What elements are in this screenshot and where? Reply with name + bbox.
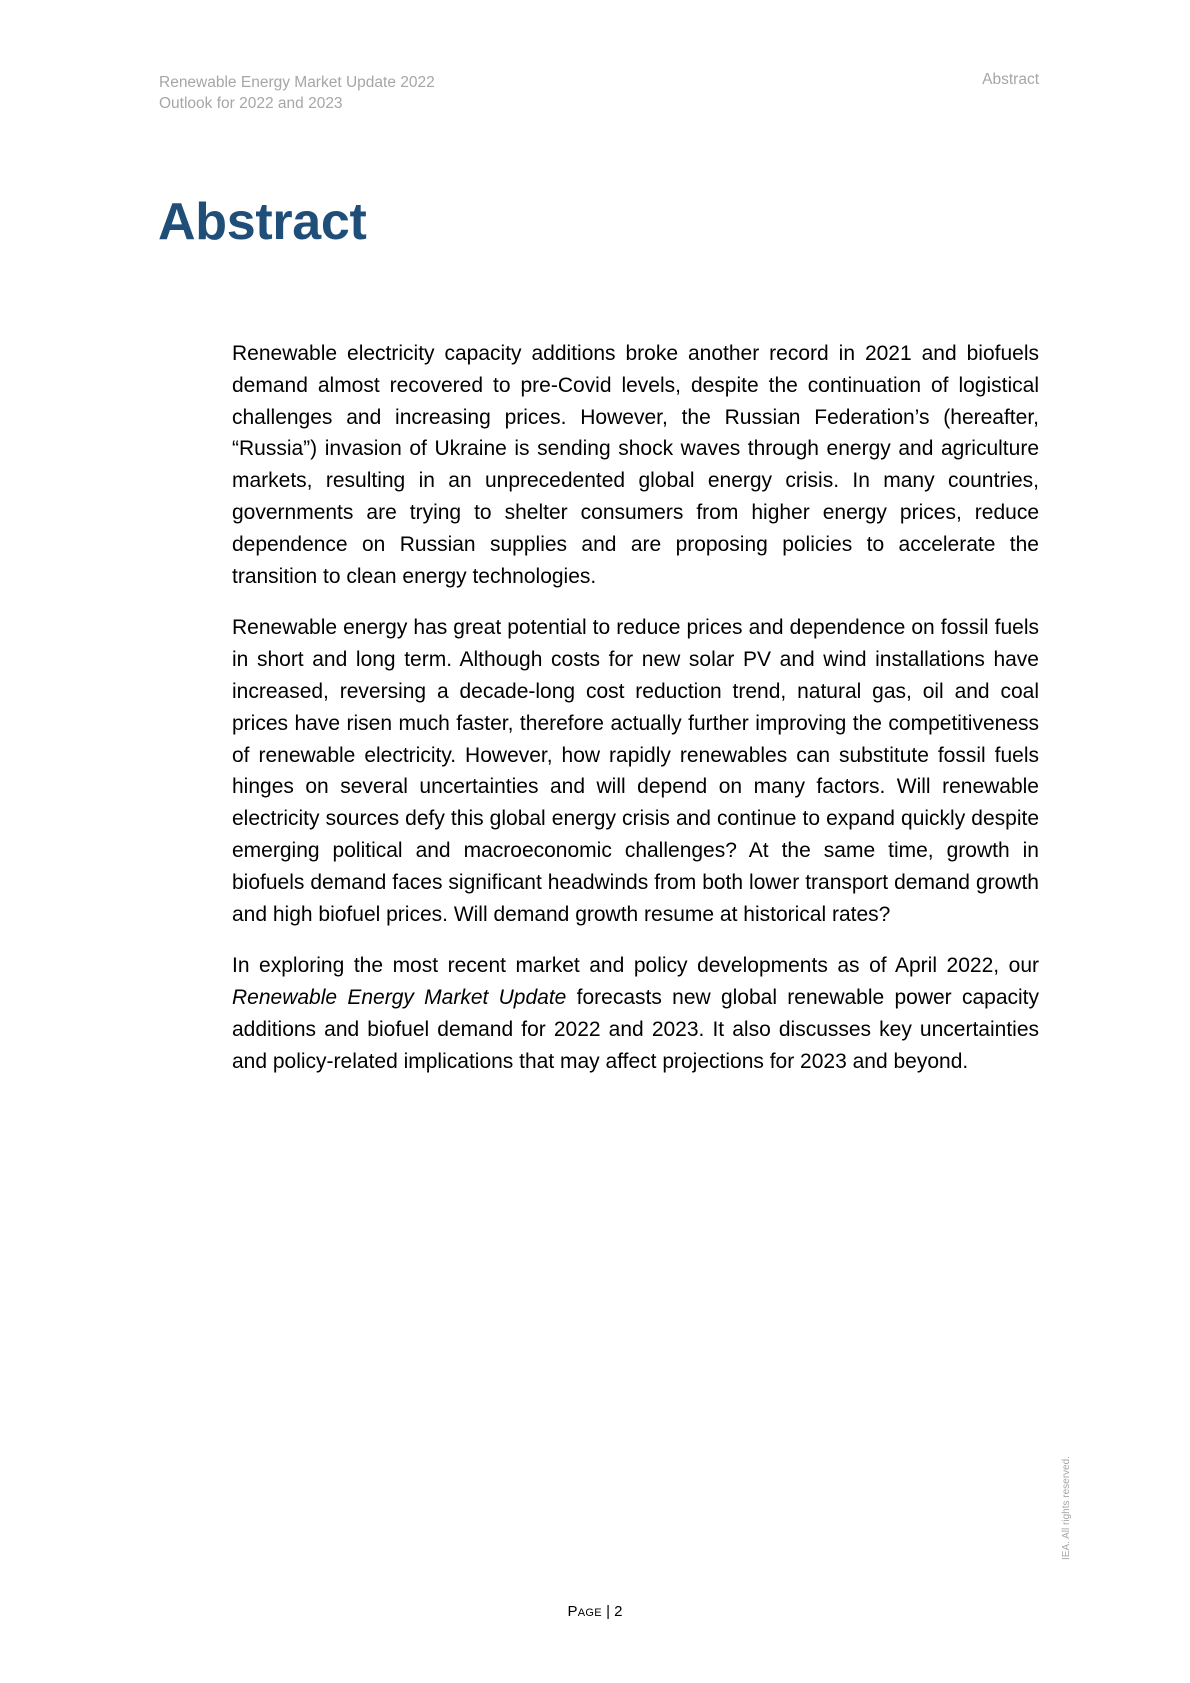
abstract-body: [232, 338, 1039, 1098]
page-number: [0, 1603, 1190, 1620]
copyright-text: IEA. All rights reserved.: [1061, 1456, 1072, 1560]
page-title: Abstract: [158, 193, 367, 251]
page-separator: |: [606, 1603, 610, 1620]
page-number-value: 2: [614, 1603, 623, 1620]
report-subtitle: Outlook for 2022 and 2023: [159, 95, 343, 112]
page-label: Page: [567, 1603, 602, 1620]
paragraph-3-end: forecasts new global renewable power capacity additions and biofuel demand for 2022 and 2023. It also discusses key uncertainties and policy-related implications that may affect projections for 2023 and beyond.: [232, 986, 1039, 1073]
paragraph-3-start: In exploring the most recent market and policy developments as of April 2022, our: [232, 954, 1039, 978]
paragraph-3: [232, 950, 1039, 1077]
running-header: [159, 72, 435, 114]
report-name-italic: Renewable Energy Market Update: [232, 986, 567, 1010]
paragraph-2: Renewable energy has great potential to reduce prices and dependence on fossil fuels in short and long term. Although costs for new solar PV and wind installations have increased, reversing a decade-long cost reduction trend, natural gas, oil and coal prices have risen much faster, therefore actually further improving the competitiveness of renewable electricity. However, how rapidly renewables can substitute fossil fuels hinges on several uncertainties and will depend on many factors. Will renewable electricity sources defy this global energy crisis and continue to expand quickly despite emerging political and macroeconomic challenges? At the same time, growth in biofuels demand faces significant headwinds from both lower transport demand growth and high biofuel prices. Will demand growth resume at historical rates?: [232, 616, 1039, 926]
paragraph-1: Renewable electricity capacity additions broke another record in 2021 and biofuels demand almost recovered to pre-Covid levels, despite the continuation of logistical challenges and increasing prices. However, the Russian Federation’s (hereafter, “Russia”) invasion of Ukraine is sending shock waves through energy and agriculture markets, resulting in an unprecedented global energy crisis. In many countries, governments are trying to shelter consumers from higher energy prices, reduce dependence on Russian supplies and are proposing policies to accelerate the transition to clean energy technologies.: [232, 342, 1039, 588]
section-header: Abstract: [982, 71, 1039, 88]
report-title: Renewable Energy Market Update 2022: [159, 74, 435, 91]
